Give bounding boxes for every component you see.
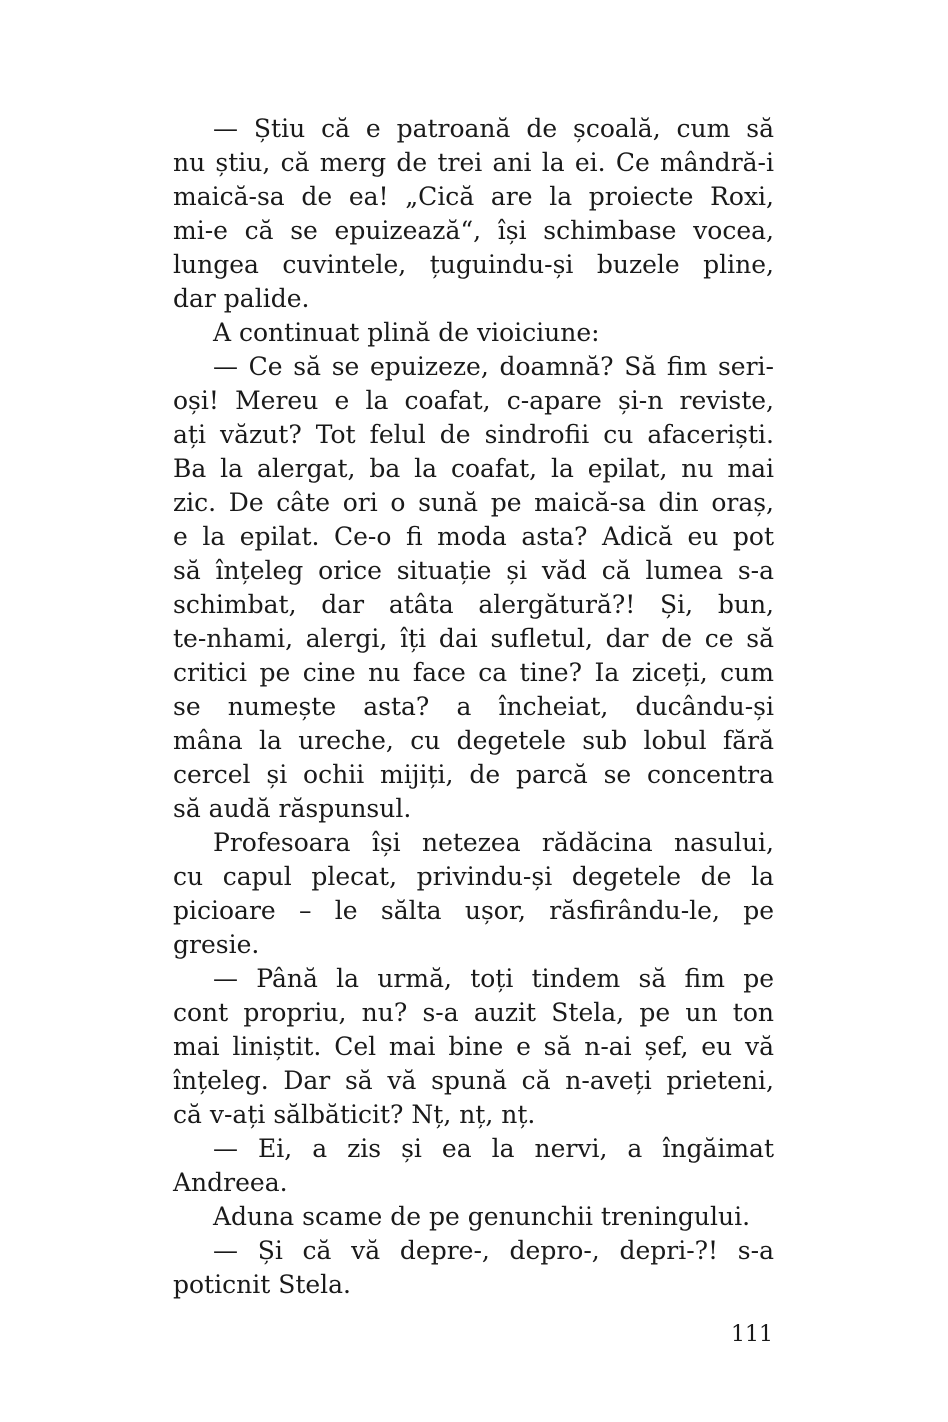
text-line: A continuat plină de vioiciune: [213, 318, 600, 347]
text-line: — Și că vă depre-, depro-, depri-?! s-a [213, 1236, 774, 1265]
paragraph [173, 1234, 774, 1302]
text-line: Ba la alergat, ba la coafat, la epilat, nu mai [173, 454, 774, 483]
text-line: să audă răspunsul. [173, 794, 412, 823]
text-line: zic. De câte ori o sună pe maică-sa din oraș, [173, 488, 774, 517]
text-line: dar palide. [173, 284, 310, 313]
paragraph [173, 350, 774, 826]
text-line: cercel și ochii mijiți, de parcă se concentra [173, 760, 774, 789]
text-line: că v-ați sălbăticit? Nț, nț, nț. [173, 1100, 536, 1129]
text-line: cont propriu, nu? s-a auzit Stela, pe un ton [173, 998, 774, 1027]
text-line: critici pe cine nu face ca tine? Ia ziceți, cum [173, 658, 774, 687]
paragraph [173, 962, 774, 1132]
text-line: oși! Mereu e la coafat, c-apare și-n reviste, [173, 386, 774, 415]
text-line: mai liniștit. Cel mai bine e să n-ai șef, eu vă [173, 1032, 774, 1061]
paragraph [173, 826, 774, 962]
text-line: — Știu că e patroană de școală, cum să [213, 114, 774, 143]
text-line: maică-sa de ea! „Cică are la proiecte Roxi, [173, 182, 774, 211]
text-line: — Ei, a zis și ea la nervi, a îngăimat [213, 1134, 774, 1163]
text-line: înțeleg. Dar să vă spună că n-aveți prieteni, [173, 1066, 774, 1095]
body-text [173, 112, 774, 1302]
text-line: cu capul plecat, privindu-și degetele de la [173, 862, 774, 891]
text-line: te-nhami, alergi, îți dai sufletul, dar de ce să [173, 624, 774, 653]
text-line: poticnit Stela. [173, 1270, 352, 1299]
text-line: mâna la ureche, cu degetele sub lobul fără [173, 726, 774, 755]
text-line: e la epilat. Ce-o fi moda asta? Adică eu pot [173, 522, 774, 551]
text-line: nu știu, că merg de trei ani la ei. Ce mândră-i [173, 148, 774, 177]
text-line: lungea cuvintele, țuguindu-și buzele pline, [173, 250, 774, 279]
paragraph [173, 1200, 774, 1234]
text-line: picioare – le sălta ușor, răsfirându-le, pe [173, 896, 774, 925]
paragraph [173, 1132, 774, 1200]
text-line: gresie. [173, 930, 260, 959]
text-line: — Ce să se epuizeze, doamnă? Să fim seri- [213, 352, 774, 381]
text-line: Andreea. [173, 1168, 288, 1197]
text-line: ați văzut? Tot felul de sindrofii cu afaceriști. [173, 420, 774, 449]
text-line: Aduna scame de pe genunchii treningului. [213, 1202, 751, 1231]
paragraph [173, 112, 774, 316]
text-line: schimbat, dar atâta alergătură?! Și, bun, [173, 590, 774, 619]
page-number: 111 [731, 1322, 773, 1347]
text-line: Profesoara își netezea rădăcina nasului, [213, 828, 774, 857]
text-line: — Până la urmă, toți tindem să fim pe [213, 964, 774, 993]
text-line: se numește asta? a încheiat, ducându-și [173, 692, 774, 721]
text-line: mi-e că se epuizează“, își schimbase vocea, [173, 216, 774, 245]
text-line: să înțeleg orice situație și văd că lumea s-a [173, 556, 774, 585]
paragraph [173, 316, 774, 350]
